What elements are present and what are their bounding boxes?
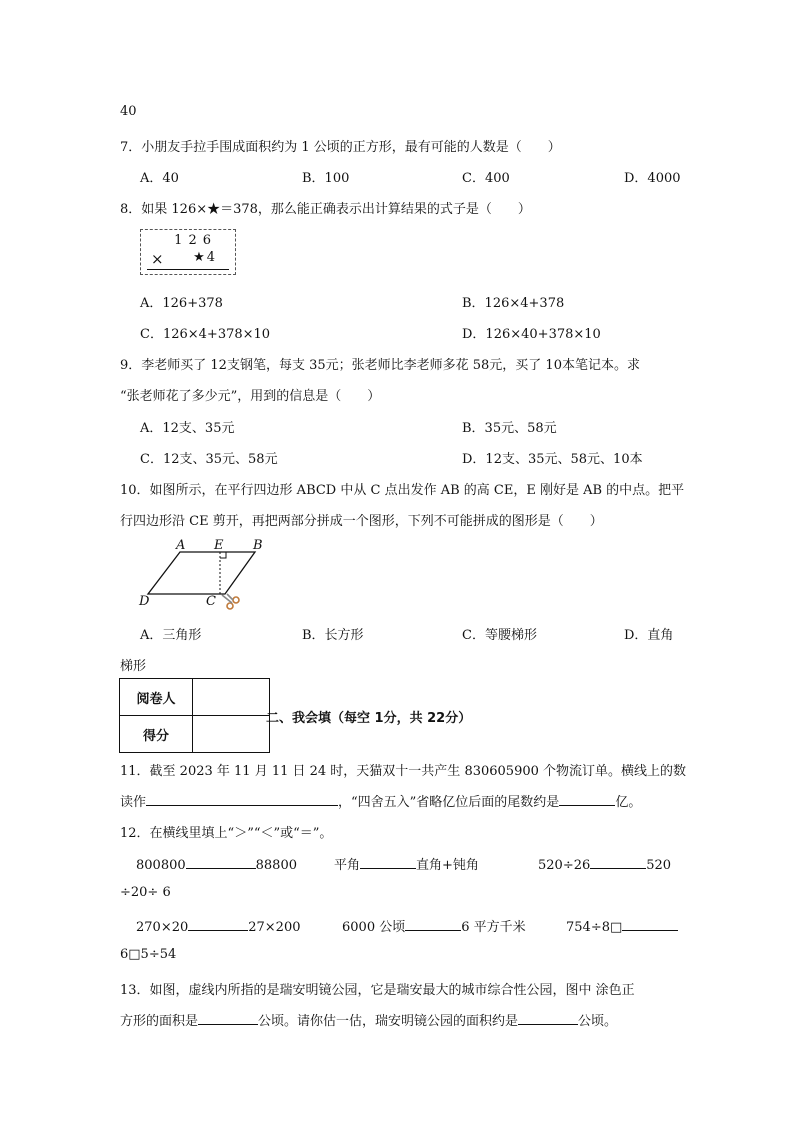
question-10-line2: 行四边形沿 CE 剪开，再把两部分拼成一个图形，下列不可能拼成的图形是（ ）	[120, 514, 603, 529]
score-label: 得分	[120, 716, 193, 753]
q11-round-blank[interactable]	[559, 791, 615, 806]
q12-r1c-blank[interactable]	[590, 854, 646, 869]
q9-option-b: B．35元、58元	[462, 421, 557, 436]
q12-row1-a	[136, 854, 297, 873]
q12-row2-wrap: 6□5÷54	[120, 947, 177, 962]
parallelogram-figure	[130, 536, 270, 616]
q12-r1b-left: 平角	[334, 858, 361, 873]
q12-row1-c	[538, 854, 671, 873]
q7-option-d: D．4000	[624, 171, 681, 186]
q8-option-c: C．126×4+378×10	[140, 327, 271, 342]
question-11-line2	[120, 791, 641, 810]
q12-r2a-left: 270×20	[136, 920, 189, 935]
q9-option-d: D．12支、35元、58元、10本	[462, 452, 643, 467]
section-2-title: 二、我会填（每空 1分，共 22分）	[266, 711, 472, 726]
q11-unit: 亿。	[615, 795, 642, 810]
q12-row1-wrap: ÷20÷ 6	[120, 885, 171, 900]
q12-r2b-left: 6000 公顷	[342, 920, 406, 935]
q12-r1c-left: 520÷26	[538, 858, 591, 873]
q7-option-a: A．40	[140, 171, 179, 186]
q12-r1b-blank[interactable]	[360, 854, 416, 869]
question-8-stem: 8．如果 126×★＝378，那么能正确表示出计算结果的式子是（ ）	[120, 202, 531, 217]
q8-option-a: A．126+378	[140, 296, 223, 311]
q8-option-b: B．126×4+378	[462, 296, 565, 311]
question-13-line1: 13．如图，虚线内所指的是瑞安明镜公园，它是瑞安最大的城市综合性公园，图中 涂色正	[120, 983, 635, 998]
q11-round-label: ，“四舍五入”省略亿位后面的尾数约是	[338, 795, 560, 810]
q12-r1b-right: 直角+钝角	[416, 858, 479, 873]
question-10-line1: 10．如图所示，在平行四边形 ABCD 中从 C 点出发作 AB 的高 CE，E 刚好是 AB 的中点。把平	[120, 483, 685, 498]
question-12-stem: 12．在横线里填上“＞”“＜”或“＝”。	[120, 826, 333, 841]
q12-r1c-right: 520	[646, 858, 672, 873]
q12-r2a-right: 27×200	[248, 920, 301, 935]
question-7-stem: 7．小朋友手拉手围成面积约为 1 公顷的正方形，最有可能的人数是（ ）	[120, 140, 561, 155]
q10-option-c: C．等腰梯形	[462, 628, 537, 643]
q12-r2b-blank[interactable]	[405, 916, 461, 931]
q12-r2c-blank[interactable]	[622, 916, 678, 931]
q9-option-a: A．12支、35元	[140, 421, 235, 436]
q13-area-label: 方形的面积是	[120, 1014, 199, 1029]
q12-r1a-right: 88800	[255, 858, 297, 873]
question-13-line2	[120, 1010, 617, 1029]
q12-row2-c	[566, 916, 678, 935]
vertex-label-e: E	[214, 538, 224, 553]
q13-estimate-label: 公顷。请你估一估，瑞安明镜公园的面积约是	[258, 1014, 519, 1029]
q12-row2-a	[136, 916, 301, 935]
multiplication-rule-line	[147, 269, 229, 270]
q12-row1-b	[334, 854, 479, 873]
q9-option-c: C．12支、35元、58元	[140, 452, 278, 467]
reviewer-label: 阅卷人	[120, 679, 193, 716]
q10-option-d-wrap: 梯形	[120, 659, 147, 674]
q12-row2-b	[342, 916, 526, 935]
multiplicand: 126	[174, 233, 217, 248]
q12-r2a-blank[interactable]	[188, 916, 248, 931]
q11-read-label: 读作	[120, 795, 147, 810]
page-fragment-number: 40	[120, 104, 137, 119]
q10-option-a: A．三角形	[140, 628, 202, 643]
vertex-label-c: C	[206, 594, 216, 609]
question-11-line1: 11．截至 2023 年 11 月 11 日 24 时，天猫双十一共产生 830605900 个物流订单。横线上的数	[120, 764, 687, 779]
q10-option-b: B．长方形	[302, 628, 364, 643]
q10-option-d: D．直角	[624, 628, 674, 643]
score-table	[119, 678, 270, 753]
q12-r1a-blank[interactable]	[186, 854, 256, 869]
q12-r1a-left: 800800	[136, 858, 186, 873]
scissors-icon	[222, 594, 239, 609]
q13-area-blank[interactable]	[198, 1010, 258, 1025]
q11-read-blank[interactable]	[146, 791, 338, 806]
vertex-label-b: B	[253, 538, 263, 553]
multiply-sign: ×	[151, 250, 164, 268]
q13-estimate-blank[interactable]	[518, 1010, 578, 1025]
question-9-line1: 9．李老师买了 12支钢笔，每支 35元；张老师比李老师多花 58元，买了 10本笔记本。求	[120, 358, 640, 373]
score-field	[193, 716, 270, 753]
q7-option-c: C．400	[462, 171, 510, 186]
q12-r2c-left: 754÷8□	[566, 920, 623, 935]
multiplier-with-star: ★4	[193, 250, 217, 265]
q13-unit: 公顷。	[578, 1014, 618, 1029]
q12-r2b-right: 6 平方千米	[461, 920, 526, 935]
vertex-label-a: A	[176, 538, 186, 553]
q7-option-b: B．100	[302, 171, 350, 186]
vertex-label-d: D	[139, 594, 150, 609]
vertical-multiplication-box	[140, 229, 236, 275]
q8-option-d: D．126×40+378×10	[462, 327, 601, 342]
question-9-line2: “张老师花了多少元”，用到的信息是（ ）	[120, 389, 381, 404]
reviewer-field	[193, 679, 270, 716]
